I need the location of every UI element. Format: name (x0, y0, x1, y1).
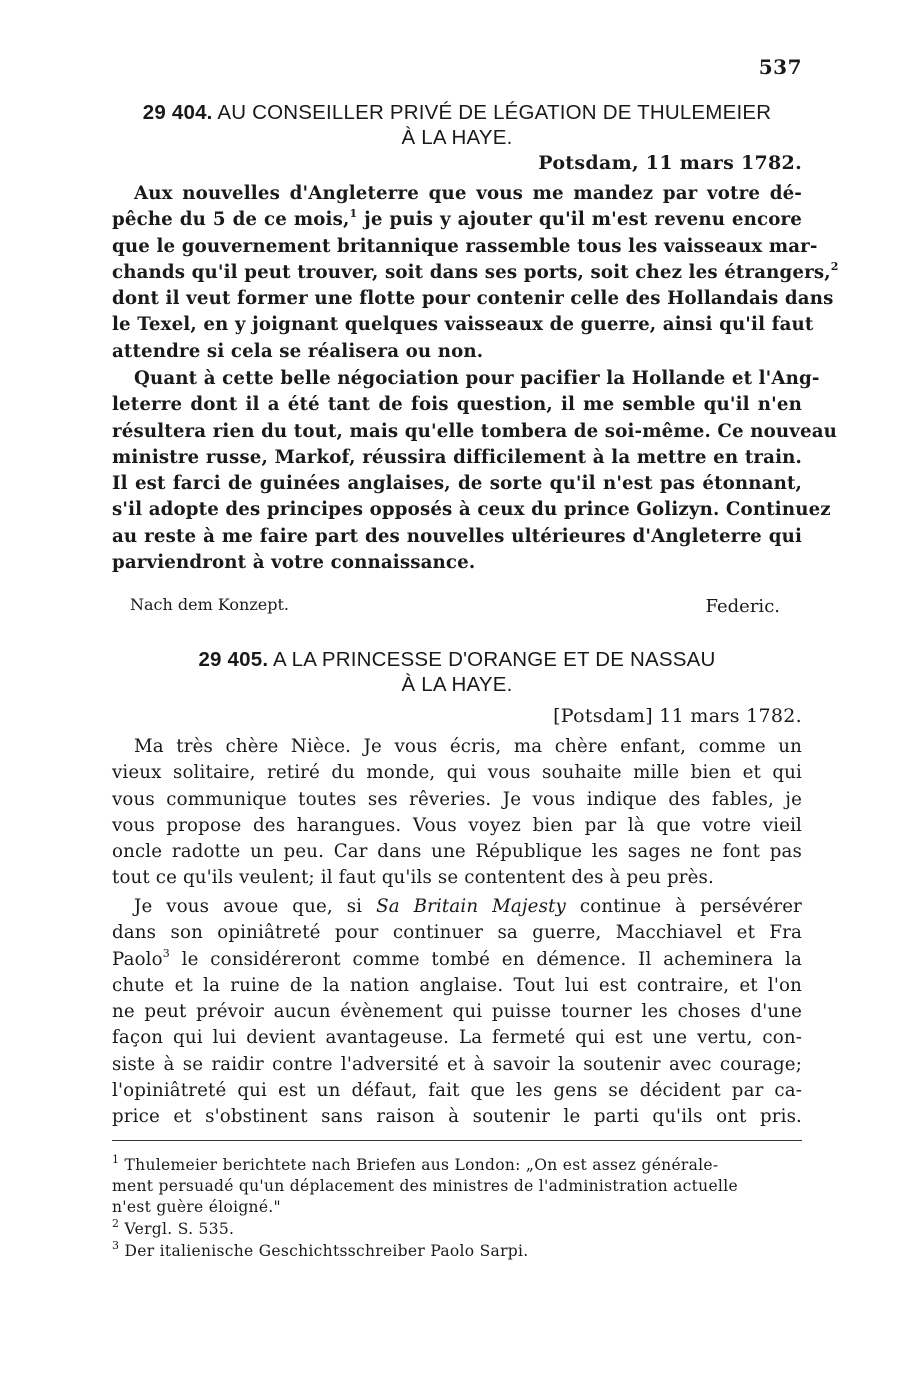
text-line: l'opiniâtreté qui est un défaut, fait que les gens se décident par ca- (112, 1080, 802, 1102)
text-line: au reste à me faire part des nouvelles ultérieures d'Angleterre qui (112, 525, 802, 547)
text-line: dont il veut former une flotte pour contenir celle des Hollandais dans (112, 288, 834, 310)
text-fragment: pêche du 5 de ce mois, (112, 209, 350, 231)
footnote-2 (112, 1216, 802, 1240)
text-fragment: continue à persévérer (565, 896, 802, 917)
letter1-source-note: Nach dem Konzept. (130, 595, 289, 614)
footnote-1 (112, 1152, 802, 1218)
text-fragment: Paolo (112, 948, 163, 970)
text-line (112, 947, 802, 973)
text-line: façon qui lui devient avantageuse. La fermeté qui est une vertu, con- (112, 1027, 802, 1049)
text-line: Quant à cette belle négociation pour pacifier la Hollande et l'Ang- (134, 368, 820, 389)
text-line: price et s'obstinent sans raison à soutenir le parti qu'ils ont pris. (112, 1106, 802, 1128)
letter1-number: 29 404. (142, 101, 213, 124)
letter2-title: A LA PRINCESSE D'ORANGE ET DE NASSAU (273, 648, 716, 671)
letter1-signature: Federic. (705, 596, 780, 617)
footnote-line: n'est guère éloigné." (112, 1198, 281, 1216)
footnote-marker: 2 (112, 1216, 120, 1230)
letter1-paragraph1 (112, 181, 839, 365)
text-line: dans son opiniâtreté pour continuer sa guerre, Macchiavel et Fra (112, 922, 802, 944)
text-line: ne peut prévoir aucun évènement qui puisse tourner les choses d'une (112, 1001, 802, 1023)
footnote-marker: 1 (112, 1152, 120, 1166)
text-line: leterre dont il a été tant de fois question, il me semble qu'il n'en (112, 394, 802, 416)
letter1-dateline: Potsdam, 11 mars 1782. (538, 152, 802, 174)
text-line: chute et la ruine de la nation anglaise. Tout lui est contraire, et l'on (112, 974, 802, 996)
letter2-title-line2: À LA HAYE. (401, 673, 513, 696)
text-fragment: Vergl. S. 535. (119, 1220, 235, 1238)
text-line: vous propose des harangues. Vous voyez bien par là que votre vieil (112, 814, 802, 836)
letter2-dateline: [Potsdam] 11 mars 1782. (553, 705, 802, 727)
footnote-marker: 3 (112, 1238, 120, 1252)
text-line: Ma très chère Nièce. Je vous écris, ma chère enfant, comme un (134, 736, 802, 757)
text-line: parviendront à votre connaissance. (112, 552, 476, 574)
letter1-title: AU CONSEILLER PRIVÉ DE LÉGATION DE THULEMEIER (217, 101, 772, 124)
text-line: résultera rien du tout, mais qu'elle tombera de soi-même. Ce nouveau (112, 420, 838, 442)
letter2-paragraph2 (112, 894, 802, 1131)
letter2-number: 29 405. (198, 648, 269, 671)
letter2-paragraph1 (112, 734, 802, 892)
text-line (112, 894, 802, 920)
letter1-title-line1 (112, 100, 802, 125)
text-line: tout ce qu'ils veulent; il faut qu'ils se contentent des à peu près. (112, 867, 714, 889)
text-fragment: Der italienische Geschichtsschreiber Paolo Sarpi. (119, 1242, 529, 1260)
text-fragment: Je vous avoue que, si (134, 896, 377, 917)
letter2-heading (112, 647, 802, 697)
italic-text: Sa Britain Majesty (376, 896, 566, 917)
text-fragment: le considéreront comme tombé en démence. Il acheminera la (169, 948, 802, 970)
footnote-line (112, 1238, 802, 1262)
footnote-ref: 2 (830, 259, 839, 273)
text-fragment: je puis y ajouter qu'il m'est revenu encore (357, 209, 802, 231)
text-fragment: Thulemeier berichtete nach Briefen aus London: „On est assez générale- (119, 1156, 719, 1174)
text-line: s'il adopte des principes opposés à ceux du prince Golizyn. Continuez (112, 499, 831, 521)
text-line: le Texel, en y joignant quelques vaisseaux de guerre, ainsi qu'il faut (112, 314, 814, 336)
text-line: vous communique toutes ses rêveries. Je vous indique des fables, je (112, 788, 802, 810)
text-fragment: chands qu'il peut trouver, soit dans ses ports, soit chez les étrangers, (112, 261, 831, 283)
text-line (112, 207, 802, 233)
letter1-paragraph2 (112, 366, 838, 576)
footnote-ref: 1 (349, 207, 358, 221)
text-line (112, 259, 839, 286)
text-line: attendre si cela se réalisera ou non. (112, 340, 484, 362)
footnote-3 (112, 1238, 802, 1262)
letter1-title-line2: À LA HAYE. (401, 126, 513, 149)
page-number: 537 (758, 55, 802, 79)
footnote-divider (112, 1140, 802, 1141)
letter1-heading (112, 100, 802, 150)
text-line: ministre russe, Markof, réussira difficilement à la mettre en train. (112, 446, 802, 468)
footnote-line (112, 1152, 802, 1176)
text-line: Il est farci de guinées anglaises, de sorte qu'il n'est pas étonnant, (112, 473, 802, 495)
text-line: vieux solitaire, retiré du monde, qui vous souhaite mille bien et qui (112, 762, 802, 784)
text-line: siste à se raidir contre l'adversité et à savoir la soutenir avec courage; (112, 1053, 802, 1075)
text-line: que le gouvernement britannique rassemble tous les vaisseaux mar- (112, 235, 818, 257)
text-line: Aux nouvelles d'Angleterre que vous me mandez par votre dé- (134, 183, 802, 204)
footnote-line: ment persuadé qu'un déplacement des ministres de l'administration actuelle (112, 1177, 738, 1195)
footnote-line (112, 1216, 802, 1240)
footnote-ref: 3 (162, 946, 170, 960)
letter2-title-line1 (112, 647, 802, 672)
text-line: oncle radotte un peu. Car dans une République les sages ne font pas (112, 841, 802, 863)
